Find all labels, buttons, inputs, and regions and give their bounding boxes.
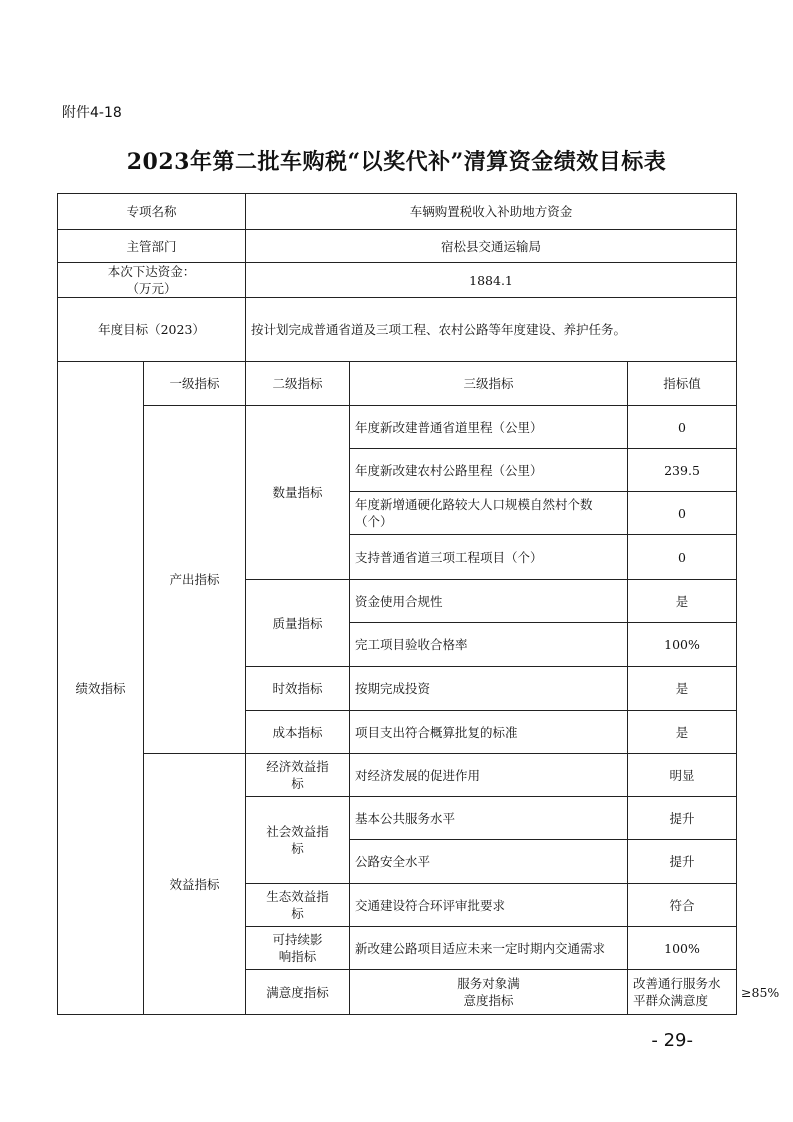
level3-cell: 资金使用合规性: [350, 580, 628, 623]
dept-value: 宿松县交通运输局: [246, 230, 737, 263]
value-cell: 是: [628, 667, 737, 711]
level2-timeliness: 时效指标: [246, 667, 350, 711]
project-name-row: [58, 194, 737, 230]
level3-cell: 支持普通省道三项工程项目（个）: [350, 535, 628, 580]
level2-quantity: 数量指标: [246, 406, 350, 580]
table-row: 满意度指标 服务对象满意度指标 改善通行服务水平群众满意度 ≥85%: [58, 970, 737, 1015]
level2-social: [246, 797, 350, 884]
project-name-label: 专项名称: [58, 194, 246, 230]
level3-cell: 年度新改建农村公路里程（公里）: [350, 449, 628, 492]
table-row: [58, 406, 737, 449]
funds-row: [58, 263, 737, 298]
value-cell: 是: [628, 711, 737, 754]
col-level2-header: 二级指标: [246, 362, 350, 406]
indicator-section-label: 绩效指标: [58, 362, 144, 1015]
level2-ecological-text: 生态效益指标: [266, 889, 329, 921]
level2-cost: 成本指标: [246, 711, 350, 754]
page-title: 2023年第二批车购税“以奖代补”清算资金绩效目标表: [126, 149, 667, 175]
col-value-header: 指标值: [628, 362, 737, 406]
funds-label: [58, 263, 246, 298]
level2-sustainable: [246, 927, 350, 970]
level1-satisfaction: 满意度指标: [246, 970, 350, 1015]
level2-economic-text: 经济效益指标: [266, 759, 329, 791]
value-cell: 239.5: [628, 449, 737, 492]
column-header-row: [58, 362, 737, 406]
level3-cell: 完工项目验收合格率: [350, 623, 628, 667]
performance-target-table: [57, 193, 780, 1015]
level3-cell: 年度新增通硬化路较大人口规模自然村个数（个）: [350, 492, 628, 535]
value-cell: 明显: [628, 754, 737, 797]
value-cell: 0: [628, 492, 737, 535]
col-level1-header: 一级指标: [144, 362, 246, 406]
value-cell: 提升: [628, 840, 737, 884]
funds-label-line1: 本次下达资金：: [107, 264, 196, 279]
level2-service-satisfaction-text: 服务对象满意度指标: [457, 976, 520, 1008]
dept-row: [58, 230, 737, 263]
value-cell: 是: [628, 580, 737, 623]
level1-output: 产出指标: [144, 406, 246, 754]
col-level3-header: 三级指标: [350, 362, 628, 406]
value-cell: 提升: [628, 797, 737, 840]
value-cell: 100%: [628, 927, 737, 970]
level2-ecological: [246, 884, 350, 927]
goal-label: 年度目标（2023）: [58, 298, 246, 362]
level3-cell: 项目支出符合概算批复的标准: [350, 711, 628, 754]
level2-quality: 质量指标: [246, 580, 350, 667]
level2-social-text: 社会效益指标: [266, 824, 329, 856]
dept-label: 主管部门: [58, 230, 246, 263]
funds-label-line2: （万元）: [126, 281, 177, 296]
value-cell: 100%: [628, 623, 737, 667]
level3-cell: 新改建公路项目适应未来一定时期内交通需求: [350, 927, 628, 970]
project-name-value: 车辆购置税收入补助地方资金: [246, 194, 737, 230]
level3-cell: 基本公共服务水平: [350, 797, 628, 840]
funds-value: 1884.1: [246, 263, 737, 298]
value-cell: 0: [628, 535, 737, 580]
goal-value: 按计划完成普通省道及三项工程、农村公路等年度建设、养护任务。: [246, 298, 737, 362]
level2-sustainable-text: 可持续影响指标: [272, 932, 323, 964]
level3-cell: 改善通行服务水平群众满意度: [628, 970, 737, 1015]
level1-benefit: 效益指标: [144, 754, 246, 1015]
level3-cell: 公路安全水平: [350, 840, 628, 884]
value-cell: 0: [628, 406, 737, 449]
level2-economic: [246, 754, 350, 797]
level3-cell: 按期完成投资: [350, 667, 628, 711]
level2-service-satisfaction: [350, 970, 628, 1015]
table-row: [58, 754, 737, 797]
page-number: - 29-: [651, 1030, 693, 1051]
level3-cell: 年度新改建普通省道里程（公里）: [350, 406, 628, 449]
level3-cell: 交通建设符合环评审批要求: [350, 884, 628, 927]
goal-row: [58, 298, 737, 362]
value-cell: 符合: [628, 884, 737, 927]
attachment-label: 附件4-18: [62, 105, 122, 121]
level3-cell: 对经济发展的促进作用: [350, 754, 628, 797]
